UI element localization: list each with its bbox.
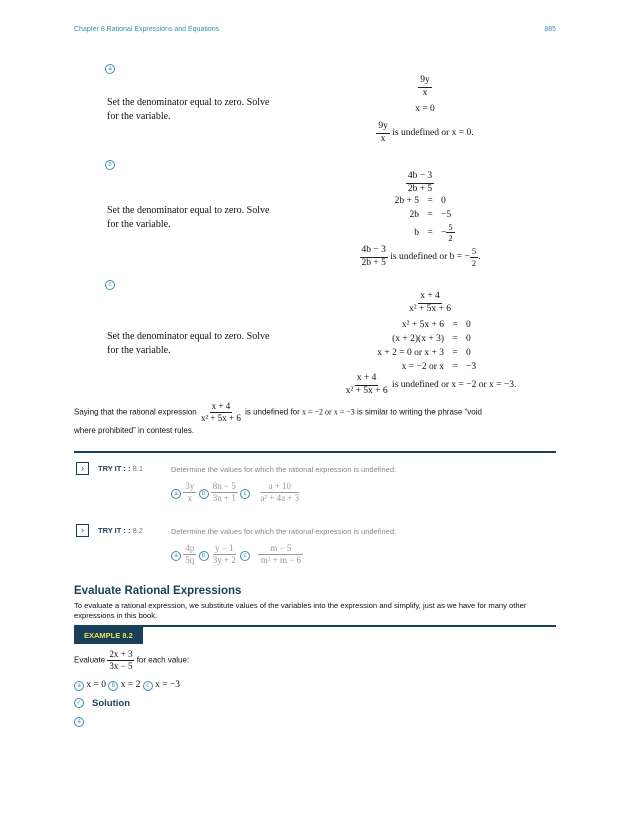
instruction-c: Set the denominator equal to zero. Solve for the variable. xyxy=(107,331,270,356)
try-it-8-2-toggle[interactable]: › xyxy=(76,524,89,537)
chapter-header: Chapter 8 Rational Expressions and Equations xyxy=(74,26,220,33)
part-a-marker: a xyxy=(105,64,115,74)
part-a-math: $\frac{9y}{x}$ x = 0 $\frac{9y}{x}$ is undefined or x = 0. xyxy=(378,75,474,144)
part-b-marker: b xyxy=(105,160,115,170)
try-it-8-1-label: TRY IT : : 8.1 xyxy=(98,464,144,473)
part-c-math: $\frac{x + 4}{\text{x² + 5x + 6}}$ x² + 5x + 6 = 0 (x + 2)(x + 3) = 0 x + 2 = 0 or x + 3 = 0 x = −2 or x = −3 $\frac{x + 4}{\text{x² + 5x + 6}}$ is undefined or x = −2 or x = −3. xyxy=(345,291,517,396)
instruction-b: Set the denominator equal to zero. Solve for the variable. xyxy=(107,205,270,230)
example-prompt: Evaluate $\frac{2x + 3}{3x - 5}$ for each value: xyxy=(74,649,190,671)
part-b-math: $\frac{4b - 3}{2b + 5}$ 2b + 5 = 0 2b = −5 b = − $\frac{5}{2}$ $\frac{4b - 3}{2b + 5}$ is undefined or b = − $\frac{5}{2}$ . xyxy=(361,171,481,268)
solution-part-a-marker: a xyxy=(74,717,84,727)
try-it-8-1-toggle[interactable]: › xyxy=(76,462,89,475)
example-rule xyxy=(74,625,556,627)
try-it-8-1-exprs: a $\frac{3y}{x}$ b $\frac{8n - 5}{3n + 1}$ c $\frac{a + 10}{\text{a² + 4a + 3}}$ xyxy=(171,482,301,503)
check-icon: ✓ xyxy=(74,698,84,708)
section-title: Evaluate Rational Expressions xyxy=(74,585,242,597)
part-c-marker: c xyxy=(105,280,115,290)
example-banner: EXAMPLE 8.2 xyxy=(74,627,143,644)
section-body: To evaluate a rational expression, we substitute values of the variables into the expression and simplify, just as we have for many other expressions in this book. xyxy=(74,601,527,620)
try-it-8-2-text: Determine the values for which the rational expression is undefined: xyxy=(171,527,397,536)
page-number: 885 xyxy=(544,26,556,33)
section-divider xyxy=(74,451,556,453)
summary-paragraph: Saying that the rational expression $\frac{x + 4}{\text{x² + 5x + 6}}$ is undefined for x = −2 or x = −3 is similar to writing the phrase “void where prohibited” in contest rules. xyxy=(74,401,482,435)
try-it-8-2-exprs: a $\frac{4p}{5q}$ b $\frac{y - 1}{3y + 2}$ c $\frac{m - 5}{\text{m² + m − 6}}$ xyxy=(171,544,303,565)
solution-heading: Solution xyxy=(92,698,130,709)
instruction-a: Set the denominator equal to zero. Solve for the variable. xyxy=(107,97,270,122)
try-it-8-2-label: TRY IT : : 8.2 xyxy=(98,526,144,535)
try-it-8-1-text: Determine the values for which the rational expression is undefined: xyxy=(171,465,397,474)
example-values: a x = 0 b x = 2 c x = −3 xyxy=(74,680,180,691)
